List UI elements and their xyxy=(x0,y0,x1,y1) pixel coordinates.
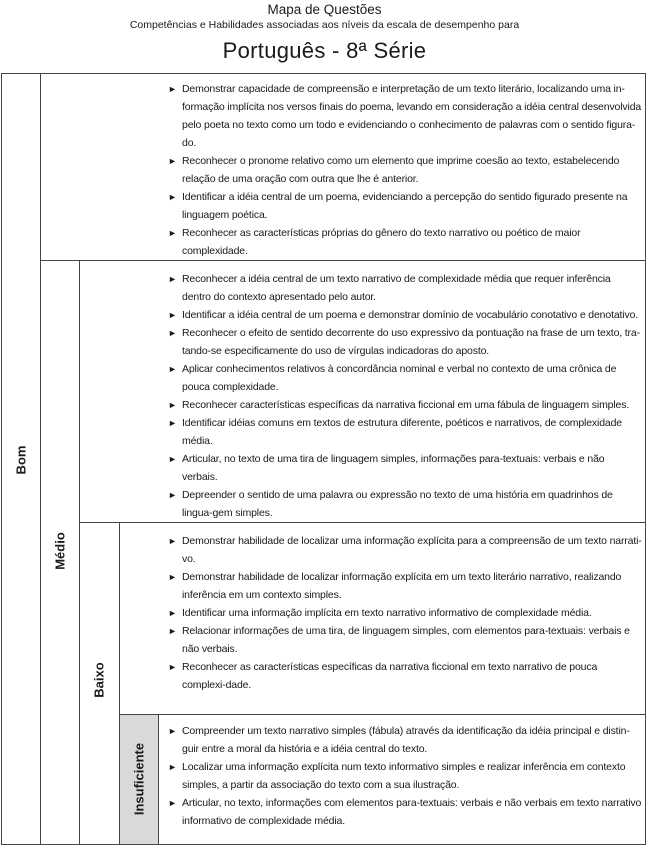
arrow-right-icon: ► xyxy=(168,626,177,636)
arrow-right-icon: ► xyxy=(168,418,177,428)
list-item: ► Demonstrar capacidade de compreensão e interpretação de um texto literário, localizando uma in-formação implícita nos versos finais do poema, levando em consideração a idéia central desenvolvida pelo poeta no texto como um todo e evidenciando o conhecimento de palavras com o sentido figura-do. xyxy=(168,80,642,152)
list-item: ► Depreender o sentido de uma palavra ou expressão no texto de uma história em quadrinhos de lingua-gem simples. xyxy=(168,486,642,522)
band-medio xyxy=(40,260,646,261)
column-baixo xyxy=(79,260,80,844)
list-item: ► Identificar uma informação implícita em texto narrativo informativo de complexidade média. xyxy=(168,604,642,622)
list-item: ► Articular, no texto de uma tira de linguagem simples, informações para-textuais: verbais e não verbais. xyxy=(168,450,642,486)
column-medio xyxy=(40,74,41,844)
level-label-baixo: Baixo xyxy=(91,662,107,698)
list-item: ► Identificar a idéia central de um poema e demonstrar domínio de vocabulário conotativo e denotativo. xyxy=(168,306,642,324)
arrow-right-icon: ► xyxy=(168,364,177,374)
arrow-right-icon: ► xyxy=(168,192,177,202)
column-insuficiente-content xyxy=(158,714,159,844)
page-title: Mapa de Questões xyxy=(267,2,382,17)
list-item: ► Compreender um texto narrativo simples (fábula) através da identificação da idéia principal e distin-guir entre a moral da história e a idéia central do texto. xyxy=(168,722,642,758)
list-item: ► Reconhecer as características específicas da narrativa ficcional em texto narrativo de pouca complexi-dade. xyxy=(168,658,642,694)
list-item: ► Aplicar conhecimentos relativos à concordância nominal e verbal no contexto de uma crônica de pouca complexidade. xyxy=(168,360,642,396)
list-item: ► Demonstrar habilidade de localizar uma informação explícita para a compreensão de um texto narrati-vo. xyxy=(168,532,642,568)
arrow-right-icon: ► xyxy=(168,400,177,410)
band-insuficiente xyxy=(119,714,646,715)
list-item: ► Identificar idéias comuns em textos de estrutura diferente, poéticos e narrativos, de complexidade média. xyxy=(168,414,642,450)
skills-table xyxy=(1,73,646,845)
arrow-right-icon: ► xyxy=(168,608,177,618)
arrow-right-icon: ► xyxy=(168,726,177,736)
list-item: ► Reconhecer características específicas da narrativa ficcional em uma fábula de linguagem simples. xyxy=(168,396,642,414)
arrow-right-icon: ► xyxy=(168,310,177,320)
list-item: ► Demonstrar habilidade de localizar informação explícita em um texto literário narrativo, realizando inferência em um contexto simples. xyxy=(168,568,642,604)
arrow-right-icon: ► xyxy=(168,454,177,464)
subject-title: Português - 8ª Série xyxy=(222,38,427,63)
list-item: ► Localizar uma informação explícita num texto informativo simples e realizar inferência em contexto simples, a partir da associação do texto com a sua ilustração. xyxy=(168,758,642,794)
arrow-right-icon: ► xyxy=(168,228,177,238)
arrow-right-icon: ► xyxy=(168,84,177,94)
arrow-right-icon: ► xyxy=(168,662,177,672)
insuficiente-list xyxy=(168,722,642,830)
list-item: ► Reconhecer o efeito de sentido decorrente do uso expressivo da pontuação na frase de um texto, tra-tando-se especificamente do uso de vírgulas indicadoras do aposto. xyxy=(168,324,642,360)
level-label-medio: Médio xyxy=(52,532,68,570)
page-subtitle: Competências e Habilidades associadas aos níveis da escala de desempenho para xyxy=(129,19,520,31)
list-item: ► Articular, no texto, informações com elementos para-textuais: verbais e não verbais em texto narrativo informativo de complexidade média. xyxy=(168,794,642,830)
arrow-right-icon: ► xyxy=(168,536,177,546)
list-item: ► Relacionar informações de uma tira, de linguagem simples, com elementos para-textuais: verbais e não verbais. xyxy=(168,622,642,658)
list-item: ► Reconhecer a idéia central de um texto narrativo de complexidade média que requer inferência dentro do contexto apresentado pelo autor. xyxy=(168,270,642,306)
arrow-right-icon: ► xyxy=(168,274,177,284)
arrow-right-icon: ► xyxy=(168,572,177,582)
list-item: ► Reconhecer as características próprias do gênero do texto narrativo ou poético de maior complexidade. xyxy=(168,224,642,260)
arrow-right-icon: ► xyxy=(168,156,177,166)
bom-list xyxy=(168,80,642,260)
arrow-right-icon: ► xyxy=(168,762,177,772)
list-item: ► Reconhecer o pronome relativo como um elemento que imprime coesão ao texto, estabelecendo relação de uma oração com outra que lhe é anterior. xyxy=(168,152,642,188)
level-label-insuficiente: Insuficiente xyxy=(131,742,147,816)
arrow-right-icon: ► xyxy=(168,798,177,808)
arrow-right-icon: ► xyxy=(168,328,177,338)
baixo-list xyxy=(168,532,642,694)
list-item: ► Identificar a idéia central de um poema, evidenciando a percepção do sentido figurado presente na linguagem poética. xyxy=(168,188,642,224)
band-baixo xyxy=(79,522,646,523)
level-label-bom: Bom xyxy=(13,445,29,475)
arrow-right-icon: ► xyxy=(168,490,177,500)
medio-list xyxy=(168,270,642,522)
